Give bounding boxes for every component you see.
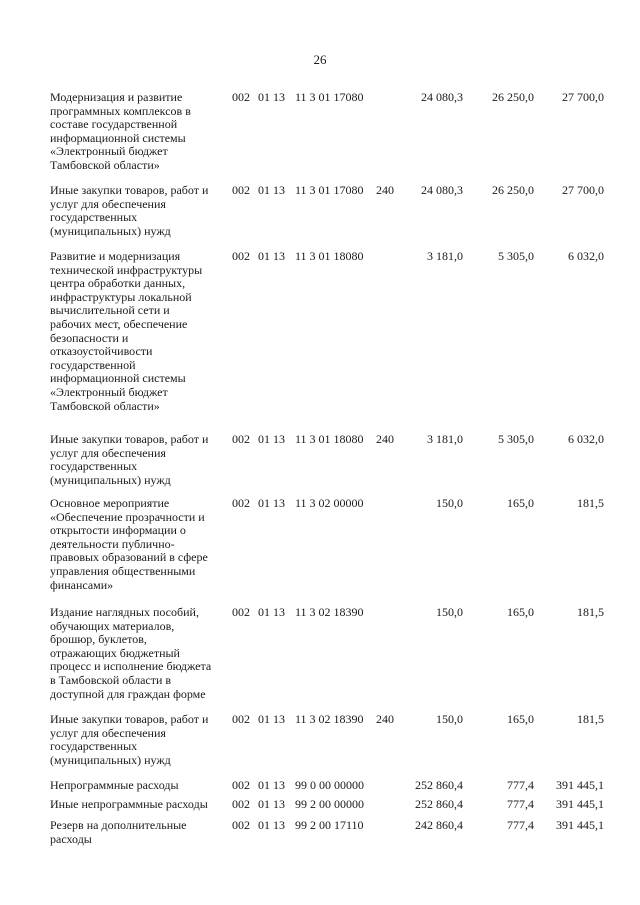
cell-amount-y1: 24 080,3 xyxy=(421,90,463,104)
cell-subsection: 13 xyxy=(273,797,285,811)
row-description: Резерв на дополнительные расходы xyxy=(50,818,187,846)
row-description: Развитие и модернизация технической инфраструктуры центра обработки данных, инфраструктуры локальной вычислительной сети и рабочих мест, обеспечение безопасности и отказоустойчивости государственной информационной системы «Электронный бюджет Тамбовской области» xyxy=(50,249,203,413)
cell-amount-y2: 777,4 xyxy=(507,797,534,811)
cell-amount-y1: 3 181,0 xyxy=(427,432,463,446)
cell-ministry: 002 xyxy=(232,797,250,811)
cell-amount-y2: 165,0 xyxy=(507,496,534,510)
page-number: 26 xyxy=(313,52,327,67)
cell-target: 11 3 02 18390 xyxy=(295,712,364,726)
row-description: Иные закупки товаров, работ и услуг для обеспечения государственных (муниципальных) нужд xyxy=(50,183,209,238)
cell-amount-y2: 26 250,0 xyxy=(492,90,534,104)
cell-target: 11 3 02 18390 xyxy=(295,605,364,619)
cell-target: 11 3 01 17080 xyxy=(295,183,364,197)
cell-amount-y2: 26 250,0 xyxy=(492,183,534,197)
cell-amount-y3: 181,5 xyxy=(577,712,604,726)
cell-amount-y2: 777,4 xyxy=(507,778,534,792)
row-description: Иные непрограммные расходы xyxy=(50,797,208,811)
cell-amount-y3: 391 445,1 xyxy=(556,818,604,832)
row-description: Издание наглядных пособий, обучающих материалов, брошюр, буклетов, отражающих бюджетный процесс и исполнение бюджета в Тамбовской области в доступной для граждан форме xyxy=(50,605,212,701)
cell-section: 01 xyxy=(258,496,270,510)
cell-amount-y3: 391 445,1 xyxy=(556,778,604,792)
cell-target: 11 3 01 18080 xyxy=(295,432,364,446)
row-description: Модернизация и развитие программных комплексов в составе государственной информационной системы «Электронный бюджет Тамбовской области» xyxy=(50,90,191,172)
cell-amount-y1: 150,0 xyxy=(436,605,463,619)
cell-section: 01 xyxy=(258,778,270,792)
cell-amount-y1: 242 860,4 xyxy=(415,818,463,832)
cell-target: 99 2 00 17110 xyxy=(295,818,364,832)
cell-section: 01 xyxy=(258,797,270,811)
cell-section: 01 xyxy=(258,249,270,263)
cell-ministry: 002 xyxy=(232,90,250,104)
cell-amount-y3: 181,5 xyxy=(577,605,604,619)
cell-amount-y1: 150,0 xyxy=(436,712,463,726)
cell-ministry: 002 xyxy=(232,778,250,792)
cell-subsection: 13 xyxy=(273,712,285,726)
cell-section: 01 xyxy=(258,183,270,197)
row-description: Непрограммные расходы xyxy=(50,778,179,792)
cell-subsection: 13 xyxy=(273,496,285,510)
cell-amount-y1: 252 860,4 xyxy=(415,778,463,792)
cell-target: 99 2 00 00000 xyxy=(295,797,364,811)
cell-section: 01 xyxy=(258,90,270,104)
cell-expense-type: 240 xyxy=(376,183,394,197)
cell-amount-y3: 6 032,0 xyxy=(568,249,604,263)
cell-ministry: 002 xyxy=(232,432,250,446)
row-description: Основное мероприятие «Обеспечение прозрачности и открытости информации о деятельности публично- правовых образований в сфере управления общественными финансами» xyxy=(50,496,208,592)
cell-ministry: 002 xyxy=(232,818,250,832)
cell-target: 11 3 01 18080 xyxy=(295,249,364,263)
cell-amount-y3: 27 700,0 xyxy=(562,183,604,197)
cell-expense-type: 240 xyxy=(376,432,394,446)
cell-amount-y1: 252 860,4 xyxy=(415,797,463,811)
cell-subsection: 13 xyxy=(273,605,285,619)
cell-amount-y2: 5 305,0 xyxy=(498,249,534,263)
cell-section: 01 xyxy=(258,712,270,726)
cell-amount-y2: 777,4 xyxy=(507,818,534,832)
cell-amount-y1: 150,0 xyxy=(436,496,463,510)
cell-amount-y2: 5 305,0 xyxy=(498,432,534,446)
cell-subsection: 13 xyxy=(273,818,285,832)
cell-amount-y3: 6 032,0 xyxy=(568,432,604,446)
cell-subsection: 13 xyxy=(273,432,285,446)
cell-section: 01 xyxy=(258,605,270,619)
cell-section: 01 xyxy=(258,432,270,446)
cell-subsection: 13 xyxy=(273,90,285,104)
cell-amount-y2: 165,0 xyxy=(507,712,534,726)
cell-subsection: 13 xyxy=(273,249,285,263)
cell-amount-y1: 24 080,3 xyxy=(421,183,463,197)
cell-subsection: 13 xyxy=(273,778,285,792)
cell-expense-type: 240 xyxy=(376,712,394,726)
cell-target: 11 3 01 17080 xyxy=(295,90,364,104)
cell-target: 99 0 00 00000 xyxy=(295,778,364,792)
cell-ministry: 002 xyxy=(232,712,250,726)
cell-amount-y1: 3 181,0 xyxy=(427,249,463,263)
cell-amount-y2: 165,0 xyxy=(507,605,534,619)
row-description: Иные закупки товаров, работ и услуг для обеспечения государственных (муниципальных) нужд xyxy=(50,432,209,487)
cell-amount-y3: 391 445,1 xyxy=(556,797,604,811)
cell-section: 01 xyxy=(258,818,270,832)
cell-amount-y3: 27 700,0 xyxy=(562,90,604,104)
row-description: Иные закупки товаров, работ и услуг для обеспечения государственных (муниципальных) нужд xyxy=(50,712,209,767)
cell-target: 11 3 02 00000 xyxy=(295,496,364,510)
cell-ministry: 002 xyxy=(232,249,250,263)
cell-amount-y3: 181,5 xyxy=(577,496,604,510)
cell-ministry: 002 xyxy=(232,496,250,510)
cell-ministry: 002 xyxy=(232,605,250,619)
cell-subsection: 13 xyxy=(273,183,285,197)
cell-ministry: 002 xyxy=(232,183,250,197)
